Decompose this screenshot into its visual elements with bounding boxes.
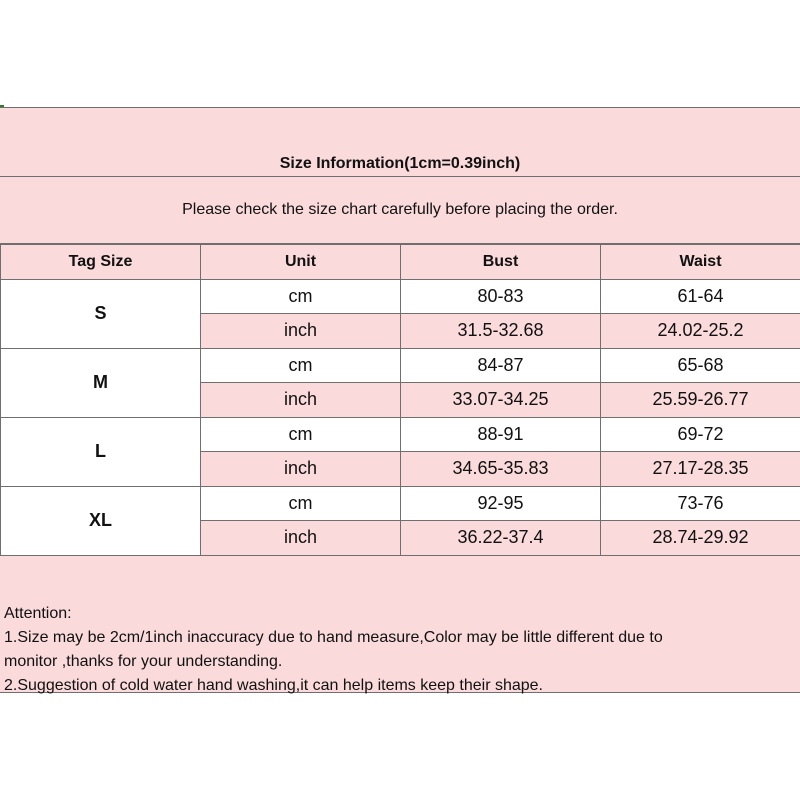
tag-size-cell: XL [1,486,201,555]
bust-cell: 80-83 [401,279,601,314]
bust-cell: 92-95 [401,486,601,521]
attention-line-1b: monitor ,thanks for your understanding. [4,653,283,670]
header-unit: Unit [201,245,401,280]
unit-cell: inch [201,383,401,418]
bust-cell: 31.5-32.68 [401,314,601,349]
bust-cell: 84-87 [401,348,601,383]
attention-line-2: 2.Suggestion of cold water hand washing,it can help items keep their shape. [4,677,543,694]
unit-cell: cm [201,348,401,383]
header-waist: Waist [601,245,800,280]
waist-cell: 73-76 [601,486,800,521]
size-chart-sheet [0,107,800,693]
unit-cell: cm [201,279,401,314]
unit-cell: cm [201,486,401,521]
page-title: Size Information(1cm=0.39inch) [279,155,521,172]
table-row [1,417,800,452]
unit-cell: inch [201,521,401,556]
waist-cell: 28.74-29.92 [601,521,800,556]
unit-cell: inch [201,314,401,349]
table-row [1,348,800,383]
attention-heading: Attention: [4,605,72,622]
waist-cell: 61-64 [601,279,800,314]
unit-cell: cm [201,417,401,452]
bust-cell: 36.22-37.4 [401,521,601,556]
waist-cell: 65-68 [601,348,800,383]
waist-cell: 24.02-25.2 [601,314,800,349]
waist-cell: 25.59-26.77 [601,383,800,418]
table-row [1,279,800,314]
table-row [1,486,800,521]
bust-cell: 88-91 [401,417,601,452]
attention-notes [4,602,794,698]
notice-text: Please check the size chart carefully before placing the order. [182,201,618,218]
tag-size-cell: S [1,279,201,348]
size-table [0,244,800,556]
header-tag-size: Tag Size [1,245,201,280]
tag-size-cell: M [1,348,201,417]
attention-line-1a: 1.Size may be 2cm/1inch inaccuracy due to hand measure,Color may be little different due to [4,629,663,646]
waist-cell: 27.17-28.35 [601,452,800,487]
waist-cell: 69-72 [601,417,800,452]
bust-cell: 34.65-35.83 [401,452,601,487]
unit-cell: inch [201,452,401,487]
header-bust: Bust [401,245,601,280]
tag-size-cell: L [1,417,201,486]
bust-cell: 33.07-34.25 [401,383,601,418]
table-header-row [1,245,800,280]
